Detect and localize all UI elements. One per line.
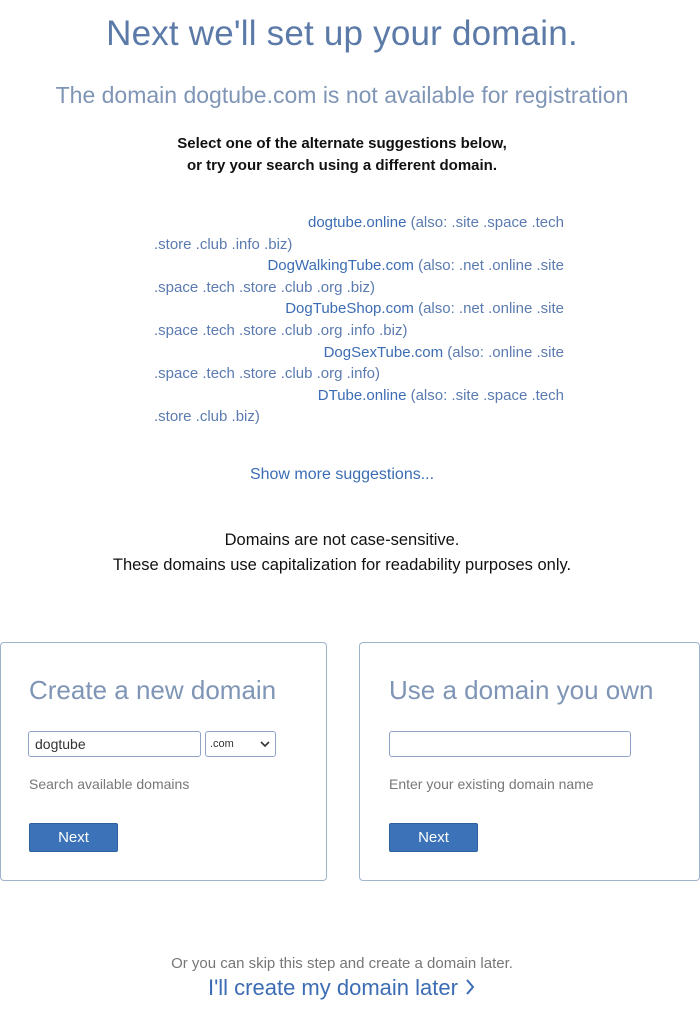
suggestion-item bbox=[154, 298, 564, 341]
own-domain-heading: Use a domain you own bbox=[389, 675, 654, 705]
suggestion-item bbox=[154, 255, 564, 298]
suggestion-alternatives-cont: .space .tech .store .club .org .biz) bbox=[154, 278, 375, 296]
suggestion-alternatives: (also: .site .space .tech bbox=[406, 386, 564, 404]
suggestion-alternatives-cont: .space .tech .store .club .org .info .biz) bbox=[154, 321, 408, 339]
create-domain-card bbox=[0, 642, 327, 881]
tld-select[interactable] bbox=[205, 731, 276, 757]
suggestion-item bbox=[154, 385, 564, 428]
instructions-line-2: or try your search using a different domain. bbox=[186, 157, 498, 174]
instructions bbox=[0, 133, 684, 177]
suggestion-alternatives: (also: .net .online .site bbox=[413, 300, 564, 318]
page-title: Next we'll set up your domain. bbox=[106, 14, 578, 53]
create-domain-heading: Create a new domain bbox=[29, 675, 277, 705]
suggestion-list bbox=[154, 212, 564, 428]
show-more-suggestions-link[interactable]: Show more suggestions... bbox=[249, 466, 435, 483]
suggestion-item bbox=[154, 212, 564, 255]
suggestion-alternatives-cont: .store .club .biz) bbox=[154, 408, 260, 426]
suggestion-link-dogtube-online[interactable]: dogtube.online bbox=[307, 214, 407, 231]
availability-message: The domain dogtube.com is not available for registration bbox=[55, 82, 629, 108]
existing-domain-input[interactable] bbox=[389, 731, 631, 757]
suggestion-link-dtube-online[interactable]: DTube.online bbox=[317, 386, 407, 404]
suggestion-alternatives: (also: .online .site bbox=[443, 343, 564, 361]
suggestion-link-dogtubeshop-com[interactable]: DogTubeShop.com bbox=[285, 300, 414, 318]
skip-message: Or you can skip this step and create a domain later. bbox=[171, 955, 513, 972]
own-domain-next-button[interactable]: Next bbox=[389, 823, 478, 852]
create-domain-later-label: I'll create my domain later bbox=[207, 975, 458, 1000]
chevron-right-icon bbox=[464, 975, 476, 1000]
suggestion-alternatives: (also: .site .space .tech bbox=[406, 214, 564, 231]
tld-selected-value: .com bbox=[210, 738, 234, 750]
instructions-line-1: Select one of the alternate suggestions below, bbox=[177, 135, 507, 152]
note-line-1: Domains are not case-sensitive. bbox=[224, 531, 460, 549]
suggestion-alternatives-cont: .store .club .info .biz) bbox=[154, 235, 293, 253]
suggestion-alternatives-cont: .space .tech .store .club .org .info) bbox=[154, 365, 380, 383]
existing-domain-hint: Enter your existing domain name bbox=[389, 776, 594, 792]
note-line-2: These domains use capitalization for readability purposes only. bbox=[112, 556, 572, 574]
search-hint: Search available domains bbox=[29, 776, 190, 792]
own-domain-card bbox=[359, 642, 700, 881]
case-sensitivity-note bbox=[0, 528, 684, 578]
suggestion-link-dogsextube-com[interactable]: DogSexTube.com bbox=[323, 343, 444, 361]
suggestion-item bbox=[154, 342, 564, 385]
suggestion-link-dogwalkingtube-com[interactable]: DogWalkingTube.com bbox=[267, 257, 414, 275]
create-domain-next-button[interactable]: Next bbox=[29, 823, 118, 852]
suggestion-alternatives: (also: .net .online .site bbox=[413, 257, 564, 275]
new-domain-input[interactable]: dogtube bbox=[28, 731, 201, 757]
create-domain-later-link[interactable] bbox=[0, 975, 684, 1001]
chevron-down-icon bbox=[260, 732, 270, 765]
